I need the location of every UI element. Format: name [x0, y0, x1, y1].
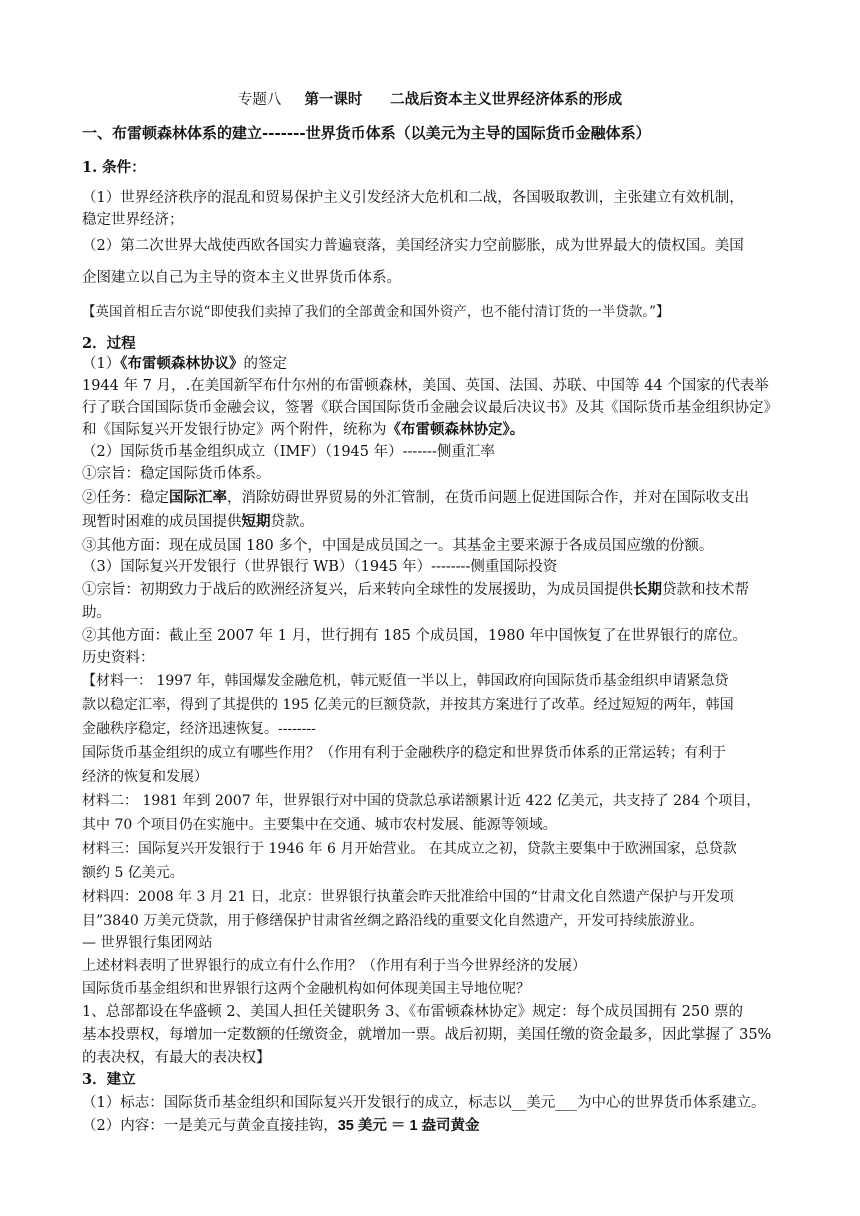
- condition-2-line-2: 企图建立以自己为主导的资本主义世界货币体系。: [82, 270, 401, 286]
- condition-2-line-1: （2）第二次世界大战使西欧各国实力普遍衰落，美国经济实力空前膨胀，成为世界最大的债权国。美国: [82, 238, 744, 254]
- imf-other: ③其他方面：现在成员国 180 多个，中国是成员国之一。其基金主要来源于各成员国应缴的份额。: [82, 538, 714, 554]
- material-2-line-1: 材料二： 1981 年到 2007 年，世界银行对中国的贷款总承诺额累计近 422 亿美元，共支持了 284 个项目，: [82, 793, 761, 809]
- establishment-content: （2）内容：一是美元与黄金直接挂钩，35 美元 ＝ 1 盎司黄金: [82, 1118, 480, 1134]
- answer-3-line-2: 基本投票权，每增加一定数额的任缴资金，就增加一票。战后初期，美国任缴的资金最多，因此掌握了 35%: [82, 1027, 772, 1043]
- imf-purpose: ①宗旨：稳定国际货币体系。: [82, 466, 271, 482]
- churchill-quote: 【英国首相丘吉尔说“即使我们卖掉了我们的全部黄金和国外资产，也不能付清订货的一半贷款。”】: [82, 304, 670, 320]
- world-bank-other: ②其他方面：截止至 2007 年 1 月，世行拥有 185 个成员国，1980 年中国恢复了在世界银行的席位。: [82, 628, 747, 644]
- title-topic: 专题八: [237, 92, 282, 108]
- answer-3-line-3: 的表决权，有最大的表决权】: [82, 1050, 271, 1066]
- imf-task-line-2: 现暂时困难的成员国提供短期贷款。: [82, 513, 314, 530]
- question-1-line-1: 国际货币基金组织的成立有哪些作用？（作用有利于金融秩序的稳定和世界货币体系的正常运转；有利于: [82, 745, 726, 761]
- world-bank-purpose-line-2: 助。: [82, 605, 111, 621]
- agreement-line-3: 和《国际复兴开发银行协定》两个附件，统称为《布雷顿森林协定》。: [82, 421, 525, 438]
- world-bank-heading: （3）国际复兴开发银行（世界银行 WB）（1945 年）--------侧重国际投资: [82, 559, 558, 575]
- question-3: 国际货币基金组织和世界银行这两个金融机构如何体现美国主导地位呢？: [82, 981, 530, 997]
- condition-1-line-2: 稳定世界经济；: [82, 212, 184, 228]
- establishment-heading: 3．建立: [82, 1071, 136, 1088]
- material-3-line-1: 材料三：国际复兴开发银行于 1946 年 6 月开始营业。 在其成立之初，贷款主要集中于欧洲国家，总贷款: [82, 841, 737, 857]
- process-heading: 2．过程: [82, 335, 136, 352]
- page-title: [0, 90, 860, 110]
- conditions-heading: 1. 条件：: [82, 159, 146, 176]
- agreement-heading: （1）《布雷顿森林协议》的签定: [82, 355, 287, 372]
- agreement-line-2: 行了联合国国际货币金融会议，签署《联合国国际货币金融会议最后决议书》及其《国际货币基金组织协定》: [82, 400, 778, 416]
- question-2: 上述材料表明了世界银行的成立有什么作用？（作用有利于当今世界经济的发展）: [82, 958, 586, 974]
- material-4-source: — 世界银行集团网站: [82, 935, 213, 951]
- agreement-line-1: 1944 年 7 月，.在美国新罕布什尔州的布雷顿森林，美国、英国、法国、苏联、中国等 44 个国家的代表举: [82, 378, 769, 394]
- answer-3-line-1: 1、总部都设在华盛顿 2、美国人担任关键职务 3、《布雷顿森林协定》规定：每个成员国拥有 250 票的: [82, 1004, 744, 1020]
- condition-1-line-1: （1）世界经济秩序的混乱和贸易保护主义引发经济大危机和二战，各国吸取教训，主张建立有效机制，: [82, 190, 744, 206]
- establishment-sign: （1）标志：国际货币基金组织和国际复兴开发银行的成立，标志以__美元___为中心的世界货币体系建立。: [82, 1095, 766, 1111]
- material-1-line-3: 金融秩序稳定，经济迅速恢复。--------: [82, 721, 316, 737]
- material-4-line-2: 目”3840 万美元贷款，用于修缮保护甘肃省丝绸之路沿线的重要文化自然遗产，开发可持续旅游业。: [82, 913, 704, 929]
- world-bank-purpose-line-1: ①宗旨：初期致力于战后的欧洲经济复兴，后来转向全球性的发展援助，为成员国提供长期贷款和技术帮: [82, 581, 749, 598]
- material-3-line-2: 额约 5 亿美元。: [82, 865, 184, 881]
- material-1-line-2: 款以稳定汇率，得到了其提供的 195 亿美元的巨额贷款，并按其方案进行了改革。经过短短的两年，韩国: [82, 697, 734, 713]
- historical-materials-label: 历史资料：: [82, 650, 155, 666]
- imf-heading: （2）国际货币基金组织成立（IMF）（1945 年）-------侧重汇率: [82, 444, 495, 460]
- imf-task-line-1: ②任务：稳定国际汇率，消除妨碍世界贸易的外汇管制，在货币问题上促进国际合作，并对在国际收支出: [82, 489, 749, 506]
- question-1-line-2: 经济的恢复和发展）: [82, 769, 208, 785]
- title-subject: 二战后资本主义世界经济体系的形成: [390, 91, 623, 108]
- material-1-line-1: 【材料一： 1997 年，韩国爆发金融危机，韩元贬值一半以上，韩国政府向国际货币基金组织申请紧急贷: [82, 673, 729, 689]
- material-2-line-2: 其中 70 个项目仍在实施中。主要集中在交通、城市农村发展、能源等领域。: [82, 817, 557, 833]
- title-lesson: 第一课时: [304, 91, 363, 108]
- section-1-heading: 一、布雷顿森林体系的建立-------世界货币体系（以美元为主导的国际货币金融体系）: [82, 124, 651, 142]
- material-4-line-1: 材料四：2008 年 3 月 21 日，北京：世界银行执董会昨天批准给中国的“甘肃文化自然遗产保护与开发项: [82, 889, 734, 905]
